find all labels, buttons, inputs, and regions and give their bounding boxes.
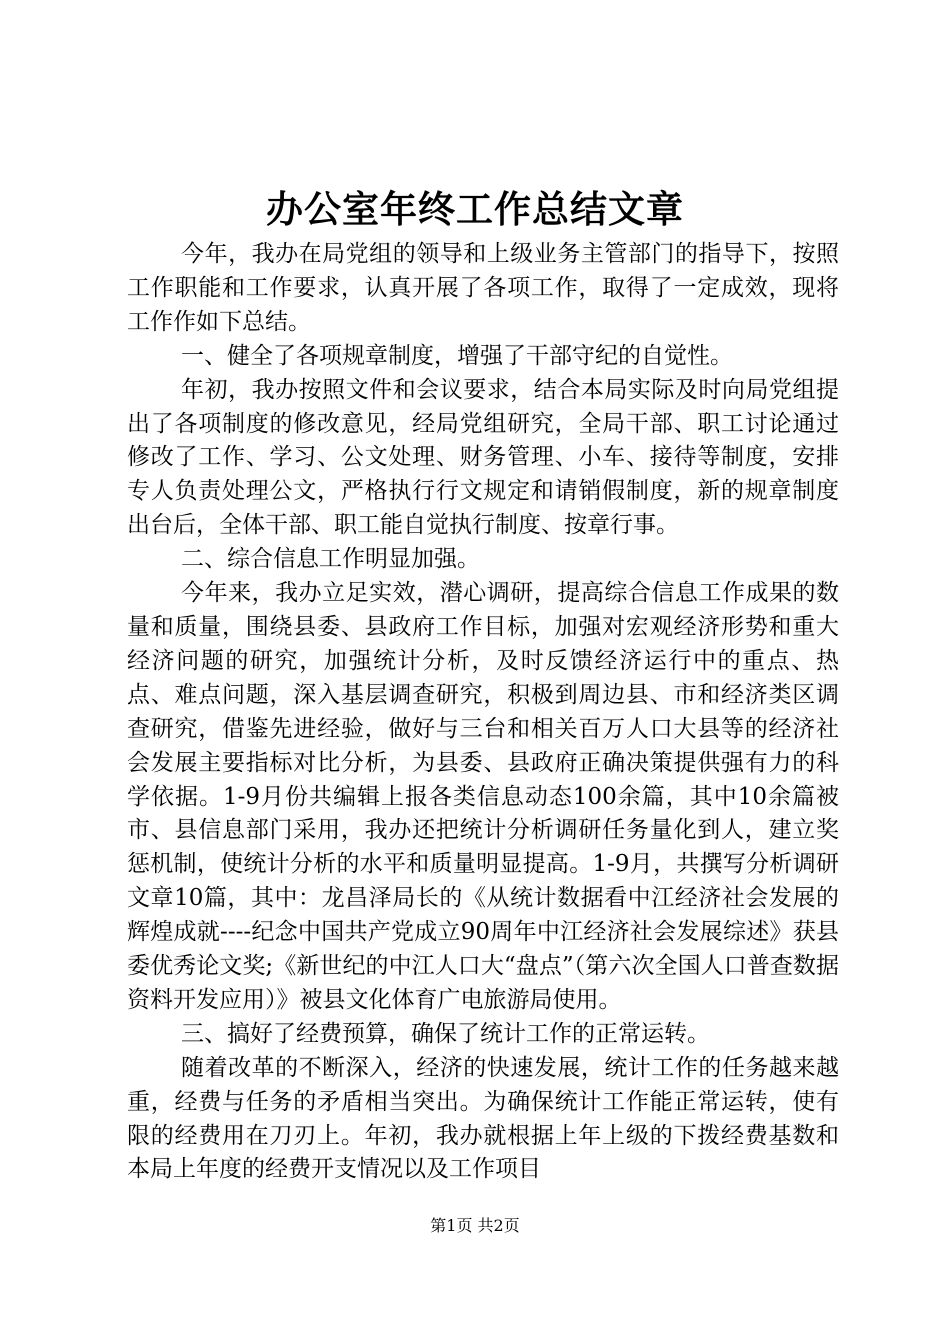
section-heading-2: 二、综合信息工作明显加强。: [181, 546, 481, 573]
page-footer: 第1页 共2页: [430, 1216, 520, 1235]
document-body: [127, 238, 839, 1187]
paragraph-section-3: 随着改革的不断深入，经济的快速发展，统计工作的任务越来越重，经费与任务的矛盾相当突出。为确保统计工作能正常运转，使有限的经费用在刀刃上。年初，我办就根据上年上级的下拨经费基数和本局上年度的经费开支情况以及工作项目: [127, 1054, 839, 1183]
section-heading-3: 三、搞好了经费预算，确保了统计工作的正常运转。: [181, 1020, 711, 1047]
document-title: 办公室年终工作总结文章: [266, 187, 684, 231]
paragraph-section-2: 今年来，我办立足实效，潜心调研，提高综合信息工作成果的数量和质量，围绕县委、县政府工作目标，加强对宏观经济形势和重大经济问题的研究，加强统计分析，及时反馈经济运行中的重点、热点、难点问题，深入基层调查研究，积极到周边县、市和经济类区调查研究，借鉴先进经验，做好与三台和相关百万人口大县等的经济社会发展主要指标对比分析，为县委、县政府正确决策提供强有力的科学依据。1-9月份共编辑上报各类信息动态100余篇，其中10余篇被市、县信息部门采用，我办还把统计分析调研任务量化到人，建立奖惩机制，使统计分析的水平和质量明显提高。1-9月，共撰写分析调研文章10篇，其中：龙昌泽局长的《从统计数据看中江经济社会发展的辉煌成就----纪念中国共产党成立90周年中江经济社会发展综述》获县委优秀论文奖;《新世纪的中江人口大“盘点”（第六次全国人口普查数据资料开发应用）》被县文化体育广电旅游局使用。: [127, 580, 839, 1013]
paragraph-section-1: 年初，我办按照文件和会议要求，结合本局实际及时向局党组提出了各项制度的修改意见，经局党组研究，全局干部、职工讨论通过修改了工作、学习、公文处理、财务管理、小车、接待等制度，安排专人负责处理公文，严格执行行文规定和请销假制度，新的规章制度出台后，全体干部、职工能自觉执行制度、按章行事。: [127, 376, 839, 539]
section-heading-1: 一、健全了各项规章制度，增强了干部守纪的自觉性。: [181, 342, 734, 369]
paragraph-intro: 今年，我办在局党组的领导和上级业务主管部门的指导下，按照工作职能和工作要求，认真开展了各项工作，取得了一定成效，现将工作作如下总结。: [127, 241, 839, 335]
